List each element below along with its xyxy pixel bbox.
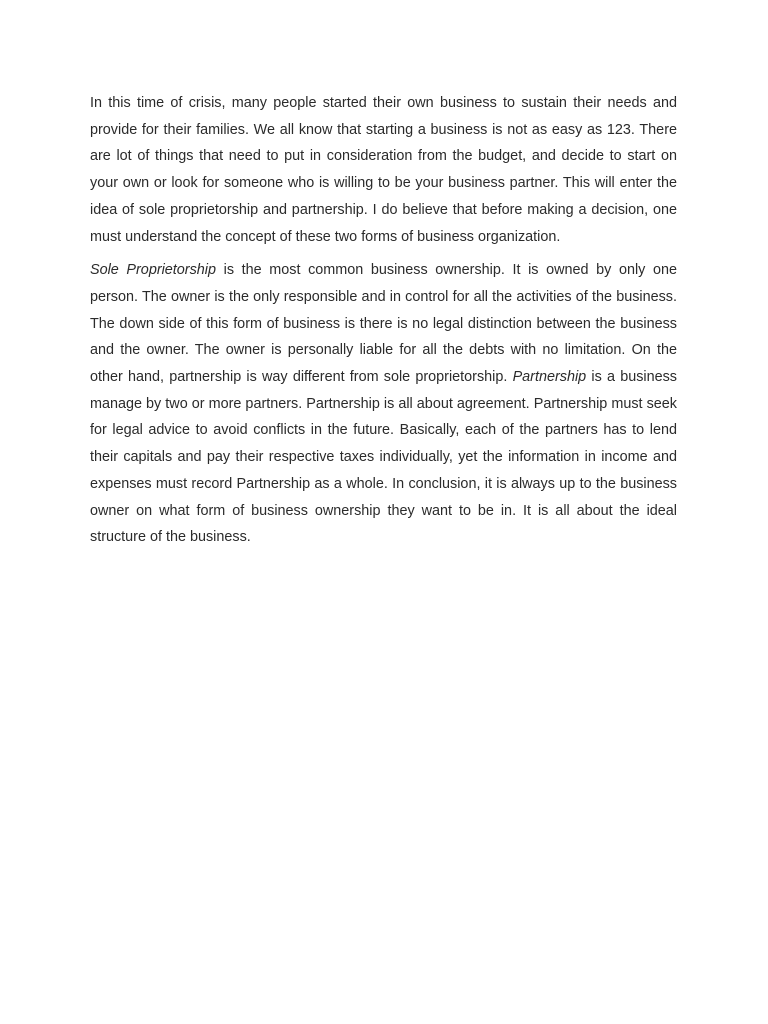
term-sole-proprietorship: Sole Proprietorship [90,262,217,279]
paragraph-text-segment: is a business manage by two or more partners. Partnership is all about agreement. Partnership must seek for legal advice to avoid conflicts in the future. Basically, each of the partners has to lend their capitals and pay their respective taxes individually, yet the information in income and expenses must record Partnership as a whole. In conclusion, it is always up to the business owner on what form of business ownership they want to be in. It is all about the ideal structure of the business. [90,369,677,546]
document-body [90,90,677,558]
paragraph-text-segment: is the most common business ownership. It is owned by only one person. The owner is the only responsible and in control for all the activities of the business. The down side of this form of business is there is no legal distinction between the business and the owner. The owner is personally liable for all the debts with no limitation. On the other hand, partnership is way different from sole proprietorship. [90,262,677,386]
paragraph-intro: In this time of crisis, many people started their own business to sustain their needs and provide for their families. We all know that starting a business is not as easy as 123. There are lot of things that need to put in consideration from the budget, and decide to start on your own or look for someone who is willing to be your business partner. This will enter the idea of sole proprietorship and partnership. I do believe that before making a decision, one must understand the concept of these two forms of business organization. [90,95,677,245]
paragraph-ownership-forms [90,257,677,551]
term-partnership: Partnership [512,369,587,386]
